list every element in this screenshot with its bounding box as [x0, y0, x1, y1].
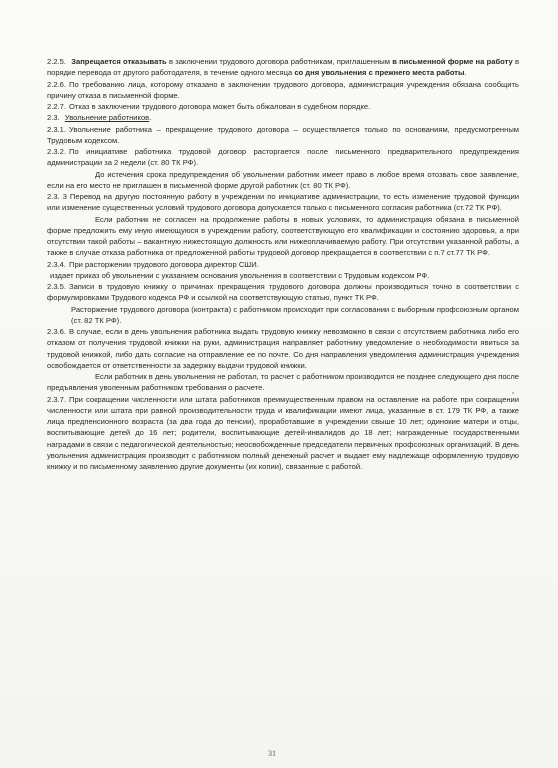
- clause-emphasis: со дня увольнения с прежнего места работы: [294, 68, 465, 78]
- clause-number: 2.3.6.: [47, 327, 66, 336]
- paragraph-2-2-5: [47, 56, 519, 79]
- clause-number: 2.3.7.: [47, 394, 66, 404]
- clause-text: При расторжении трудового договора директор СШИ.: [69, 259, 259, 269]
- paragraph-new-conditions: Если работник не согласен на продолжение работы в новых условиях, то администрация обязана в письменной форме предложить ему иную имеющуюся в учреждении работу, соответствующую его квалификации и состоянию здоровья, а при отсутствии такой работы – вакантную нижестоящую должность или нижеоплачиваемую работу. При отсутствии указанной работы, а также в случае отказа работника от предложенной работы трудовой договор прекращается в соответствии с п.7 ст.77 ТК РФ.: [47, 214, 519, 258]
- paragraph-2-3-2: [47, 146, 519, 169]
- paragraph-union-agreement: Расторжение трудового договора (контракта) с работником происходит при согласовании с выборным профсоюзным органом (ст. 82 ТК РФ).: [71, 304, 519, 325]
- clause-number: 2.3.2.: [47, 147, 66, 156]
- clause-text: в заключении трудового договора работникам, приглашенным: [166, 57, 393, 66]
- clause-text: В случае, если в день увольнения работника выдать трудовую книжку невозможно в связи с отсутствием работника либо его отказом от получения трудовой книжки на руки, администрация направляет работнику уведомление о необходимости явиться за трудовой книжкой, либо дать согласие на отправление ее по почте. Со дня направления уведомления администрация учреждения освобождается от ответственности за задержку выдачи трудовой книжки.: [47, 327, 519, 370]
- section-title: Увольнение работников: [64, 113, 150, 123]
- clause-text: .: [149, 113, 152, 123]
- page-number: 31: [268, 749, 276, 758]
- clause-emphasis: Запрещается отказывать: [71, 57, 167, 66]
- clause-text: При сокращении численности или штата работников преимущественным правом на оставление на работе при сокращении численности или штата при равной производительности труда и квалификации имеют лица, указанные в ст. 179 ТК РФ, а также лица предпенсионного возраста (за два года до пенсии), проработавшие в учреждении свыше 10 лет; одинокие матери и отцы, воспитывающие детей до 16 лет; родители, воспитывающие детей-инвалидов до 18 лет; награжденные государственными наградами в связи с педагогической деятельностью; неосвобожденные председатели первичных профсоюзных организаций. В день увольнения администрация производит с работником полный денежный расчет и выдает ему надлежаще оформленную трудовую книжку и по письменному заявлению другие документы (их копии), связанные с работой.: [47, 394, 519, 471]
- paragraph-2-3-5: [47, 281, 519, 304]
- section-heading-2-3: [47, 112, 519, 123]
- clause-number: 2.2.5.: [47, 57, 66, 66]
- clause-text: Перевод на другую постоянную работу в учреждении по инициативе администрации, то есть изменение трудовой функции или изменение существенных условий трудового договора допускается только с письменного согласия работника (ст.72 ТК РФ).: [47, 192, 520, 213]
- clause-text: в порядке перевода от другого работодателя, в течение одного месяца: [47, 57, 519, 78]
- clause-number: 2.3.5.: [47, 282, 66, 291]
- paragraph-2-2-7: [47, 101, 519, 112]
- paragraph-2-2-6: [47, 79, 519, 102]
- clause-emphasis: в письменной форме на работу: [392, 57, 513, 66]
- clause-text: Отказ в заключении трудового договора может быть обжалован в судебном порядке.: [69, 102, 371, 111]
- clause-number: 2.3. 3: [47, 192, 67, 201]
- clause-text: .: [464, 68, 467, 78]
- paragraph-2-3-3: [47, 191, 519, 214]
- clause-number: 2.3.4.: [47, 259, 66, 269]
- clause-number: 2.3.1.: [47, 124, 66, 134]
- clause-text: Увольнение работника – прекращение трудового договора – осуществляется только по основаниям, предусмотренным Трудовым кодексом.: [47, 124, 519, 145]
- paragraph-2-3-7: [47, 394, 519, 473]
- clause-number: 2.2.6.: [47, 79, 66, 89]
- clause-text: По инициативе работника трудовой договор расторгается после письменного предварительного предупреждения администрации за 2 недели (ст. 80 ТК РФ).: [47, 147, 519, 168]
- paragraph-dismissal-order: издает приказ об увольнении с указанием основания увольнения в соответствии с Трудовым кодексом РФ.: [50, 270, 430, 280]
- clause-text: Записи в трудовую книжку о причинах прекращения трудового договора должны производиться точно в соответствии с формулировками Трудового кодекса РФ и ссылкой на соответствующую статью, пункт ТК РФ.: [47, 282, 519, 303]
- paragraph-2-3-4: [47, 259, 519, 270]
- clause-number: 2.2.7.: [47, 102, 66, 111]
- clause-number: 2.3.: [47, 113, 60, 123]
- paragraph-2-3-6: [47, 326, 519, 371]
- scan-speck: [512, 392, 514, 394]
- document-body: [47, 56, 519, 472]
- paragraph-2-3-1: [47, 124, 519, 147]
- paragraph-settlement: Если работник в день увольнения не работал, то расчет с работником производится не позднее следующего дня после предъявления уволенным работником требования о расчете.: [47, 372, 519, 393]
- clause-text: По требованию лица, которому отказано в заключении трудового договора, администрация учреждения обязана сообщить причину отказа в письменной форме.: [47, 79, 519, 100]
- paragraph-withdrawal: До истечения срока предупреждения об увольнении работник имеет право в любое время отозвать свое заявление, если на его место не приглашен в письменной форме другой работник (ст. 80 ТК РФ).: [47, 169, 519, 190]
